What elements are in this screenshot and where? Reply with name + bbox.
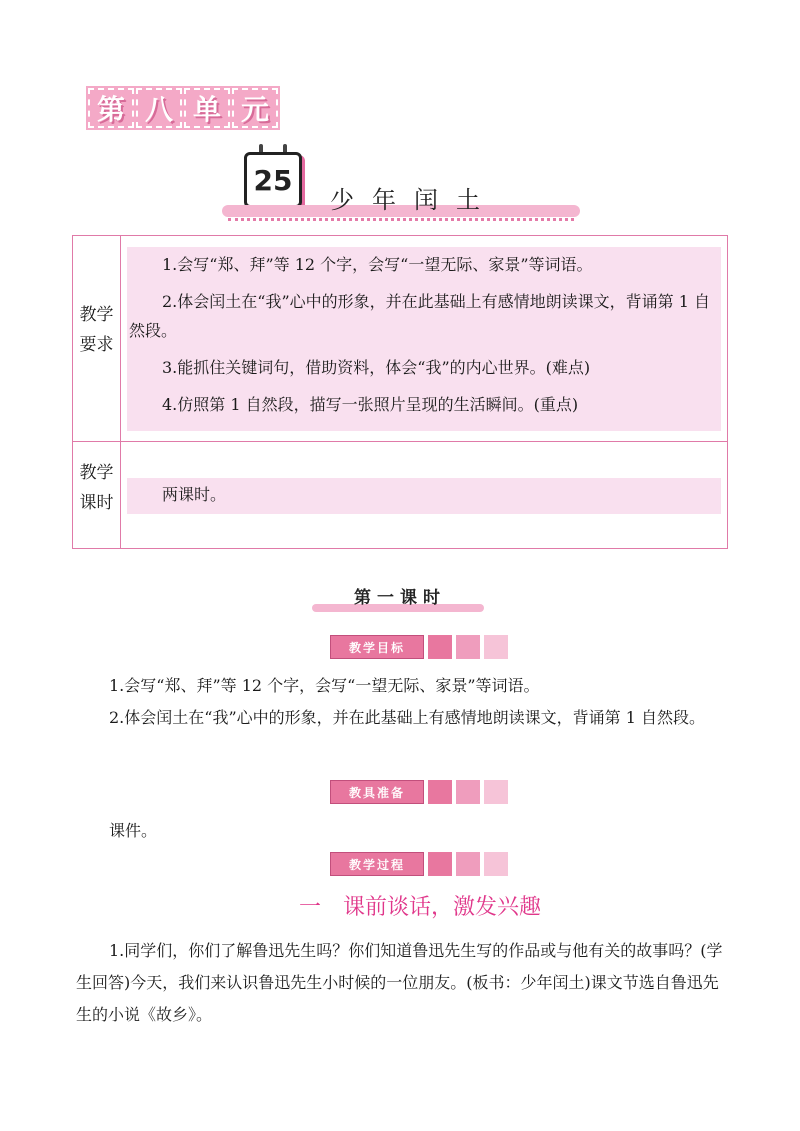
session-heading: 第一课时 — [354, 588, 446, 608]
unit-banner — [88, 88, 278, 128]
goal-item: 2.体会闰土在“我”心中的形象，并在此基础上有感情地朗读课文，背诵第 1 自然段。 — [109, 708, 705, 727]
lesson-title-dots — [228, 218, 574, 221]
hours-text: 两课时。 — [162, 485, 227, 504]
tag-square — [428, 780, 452, 804]
requirement-item: 1.会写“郑、拜”等 12 个字，会写“一望无际、家景”等词语。 — [162, 255, 593, 274]
tools-tag — [330, 780, 508, 804]
process-paragraph: 1.同学们，你们了解鲁迅先生吗？你们知道鲁迅先生写的作品或与他有关的故事吗？(学生回答)今天，我们来认识鲁迅先生小时候的一位朋友。(板书：少年闰土)课文节选自鲁迅先生的小说《故乡》。 — [76, 941, 723, 1024]
requirement-item: 3.能抓住关键词句，借助资料，体会“我”的内心世界。(难点) — [162, 358, 591, 377]
process-tag — [330, 852, 508, 876]
tag-square — [428, 852, 452, 876]
lesson-number: 25 — [244, 152, 302, 208]
tag-square — [484, 852, 508, 876]
tag-square — [456, 780, 480, 804]
label-line: 要求 — [79, 335, 114, 355]
requirements-label — [73, 300, 120, 360]
tag-square — [484, 780, 508, 804]
lesson-info-table — [72, 235, 728, 549]
unit-char: 元 — [232, 88, 278, 128]
process-tag-label: 教学过程 — [330, 852, 424, 876]
process-text — [76, 935, 726, 1031]
lesson-title: 少年闰土 — [330, 186, 498, 214]
label-line: 教学 — [79, 305, 114, 325]
table-column-divider — [120, 236, 121, 548]
tools-text — [76, 815, 726, 847]
tag-square — [428, 635, 452, 659]
goals-tag — [330, 635, 508, 659]
table-row-divider — [73, 441, 727, 442]
goals-text — [76, 670, 726, 734]
goal-item: 1.会写“郑、拜”等 12 个字，会写“一望无际、家景”等词语。 — [109, 676, 540, 695]
label-line: 课时 — [79, 493, 114, 513]
unit-char: 第 — [88, 88, 134, 128]
goals-tag-label: 教学目标 — [330, 635, 424, 659]
requirement-item: 4.仿照第 1 自然段，描写一张照片呈现的生活瞬间。(重点) — [162, 395, 579, 414]
hours-label — [73, 458, 120, 518]
tag-square — [484, 635, 508, 659]
tools-tag-label: 教具准备 — [330, 780, 424, 804]
label-line: 教学 — [79, 463, 114, 483]
requirements-list — [129, 250, 721, 427]
requirement-item: 2.体会闰土在“我”心中的形象，并在此基础上有感情地朗读课文，背诵第 1 自然段。 — [129, 292, 710, 340]
unit-char: 八 — [136, 88, 182, 128]
tag-square — [456, 635, 480, 659]
unit-char: 单 — [184, 88, 230, 128]
tools-item: 课件。 — [109, 821, 158, 840]
tag-square — [456, 852, 480, 876]
process-section-heading: 一 课前谈话，激发兴趣 — [298, 895, 541, 920]
